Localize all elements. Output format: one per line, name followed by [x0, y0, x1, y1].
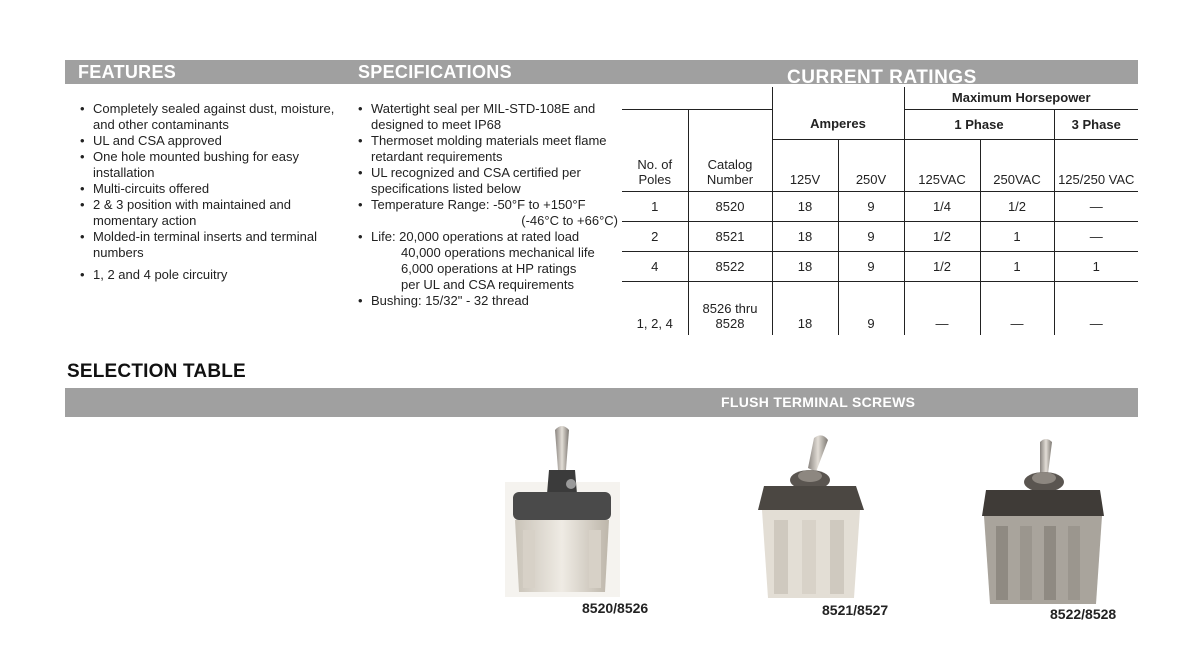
cell-125vac: 1/2	[904, 251, 980, 281]
table-row	[622, 251, 1138, 281]
catalog-label-line2: Number	[706, 171, 754, 187]
list-item: • Thermoset molding materials meet flame retardant requirements	[348, 133, 618, 165]
cell-250v: 9	[838, 191, 904, 221]
product-label: 8522/8528	[1050, 606, 1117, 622]
header-bar	[65, 60, 1138, 84]
current-ratings-table	[622, 87, 1138, 335]
table-row	[622, 191, 1138, 221]
cell-250vac: 1	[980, 251, 1054, 281]
list-item: • Bushing: 15/32" - 32 thread	[348, 293, 618, 309]
flush-terminal-screws-title: FLUSH TERMINAL SCREWS	[721, 394, 916, 410]
features-list	[70, 101, 345, 283]
toggle-switch-1-pole-icon	[505, 422, 620, 597]
cell-125v: 18	[772, 221, 838, 251]
column-header-poles	[622, 139, 688, 191]
cell-125vac: 1/2	[904, 221, 980, 251]
catalog-label-line1: Catalog	[707, 156, 753, 172]
catalog-range-line2: 8528	[715, 316, 745, 331]
cell-125vac: 1/4	[904, 191, 980, 221]
temp-range-f: Temperature Range: -50°F to +150°F	[371, 197, 586, 212]
product-image-8521	[752, 430, 867, 605]
product-label: 8521/8527	[822, 602, 889, 618]
cell-250v: 9	[838, 221, 904, 251]
max-horsepower-header: Maximum Horsepower	[904, 87, 1138, 109]
life-rated: Life: 20,000 operations at rated load	[371, 229, 580, 244]
temp-range-c: (-46°C to +66°C)	[521, 213, 618, 228]
current-ratings-title: CURRENT RATINGS	[787, 67, 977, 88]
list-item: • 1, 2 and 4 pole circuitry	[70, 267, 345, 283]
catalog-range-line1: 8526 thru	[702, 301, 758, 316]
poles-label-line2: Poles	[638, 171, 672, 187]
cell-125v: 18	[772, 281, 838, 335]
cell-catalog: 8522	[688, 251, 772, 281]
cell-3phase: —	[1054, 191, 1138, 221]
list-item	[348, 197, 618, 229]
list-item: • Multi-circuits offered	[70, 181, 345, 197]
column-header-3phase: 125/250 VAC	[1054, 139, 1138, 191]
product-image-8520	[505, 422, 620, 602]
toggle-switch-4-pole-icon	[980, 436, 1105, 606]
cell-125vac: —	[904, 281, 980, 335]
three-phase-header: 3 Phase	[1054, 109, 1138, 139]
life-ul: per UL and CSA requirements	[401, 277, 574, 292]
column-header-catalog	[688, 139, 772, 191]
product-image-8522	[980, 436, 1105, 611]
cell-250v: 9	[838, 281, 904, 335]
list-item	[348, 229, 618, 293]
product-label: 8520/8526	[582, 600, 649, 616]
specifications-list	[348, 101, 618, 309]
list-item: • Completely sealed against dust, moisture, and other contaminants	[70, 101, 345, 133]
specifications-title: SPECIFICATIONS	[358, 62, 512, 82]
column-header-125vac: 125VAC	[904, 139, 980, 191]
cell-250v: 9	[838, 251, 904, 281]
life-mechanical: 40,000 operations mechanical life	[401, 245, 595, 260]
cell-poles: 2	[622, 221, 688, 251]
cell-250vac: 1	[980, 221, 1054, 251]
column-header-125v: 125V	[772, 139, 838, 191]
cell-3phase: 1	[1054, 251, 1138, 281]
table-row	[622, 221, 1138, 251]
column-header-250vac: 250VAC	[980, 139, 1054, 191]
cell-poles: 1, 2, 4	[636, 316, 673, 331]
life-hp: 6,000 operations at HP ratings	[401, 261, 577, 276]
cell-catalog: 8521	[688, 221, 772, 251]
cell-3phase: —	[1054, 221, 1138, 251]
cell-catalog	[688, 281, 772, 335]
features-title: FEATURES	[78, 62, 177, 82]
table-row	[622, 281, 1138, 335]
list-item: • 2 & 3 position with maintained and momentary action	[70, 197, 345, 229]
list-item: • UL recognized and CSA certified per specifications listed below	[348, 165, 618, 197]
toggle-switch-2-pole-icon	[752, 430, 867, 600]
column-header-250v: 250V	[838, 139, 904, 191]
cell-250vac: 1/2	[980, 191, 1054, 221]
list-item: • Watertight seal per MIL-STD-108E and designed to meet IP68	[348, 101, 618, 133]
list-item: • Molded-in terminal inserts and terminal numbers	[70, 229, 345, 261]
list-item: • UL and CSA approved	[70, 133, 345, 149]
cell-125v: 18	[772, 251, 838, 281]
list-item: • One hole mounted bushing for easy installation	[70, 149, 345, 181]
cell-catalog: 8520	[688, 191, 772, 221]
one-phase-header: 1 Phase	[904, 109, 1054, 139]
poles-label-line1: No. of	[637, 156, 673, 172]
cell-3phase: —	[1054, 281, 1138, 335]
selection-bar	[65, 388, 1138, 417]
amperes-header: Amperes	[772, 109, 904, 139]
selection-table-title: SELECTION TABLE	[67, 361, 246, 382]
cell-125v: 18	[772, 191, 838, 221]
cell-poles: 1	[622, 191, 688, 221]
cell-250vac: —	[980, 281, 1054, 335]
cell-poles: 4	[622, 251, 688, 281]
